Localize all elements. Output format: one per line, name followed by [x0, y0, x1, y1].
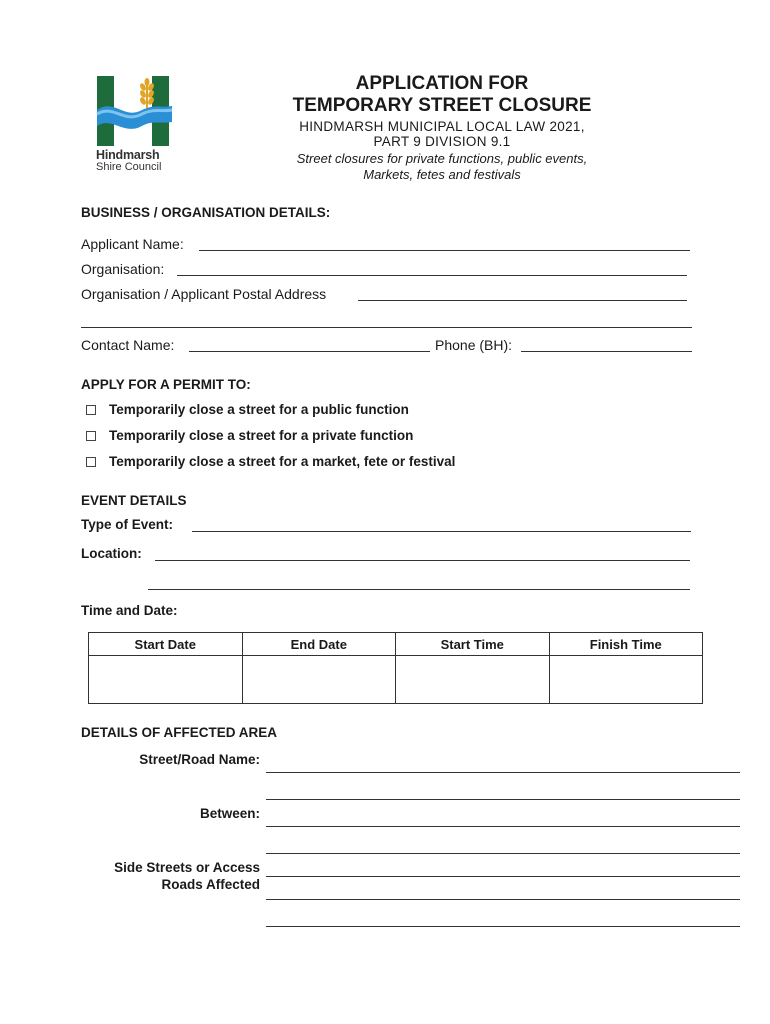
postal-address-field[interactable] [358, 300, 687, 301]
start-date-cell[interactable] [89, 656, 243, 704]
applicant-name-field[interactable] [199, 250, 690, 251]
finish-time-header: Finish Time [549, 633, 703, 656]
end-date-header: End Date [242, 633, 396, 656]
contact-name-field[interactable] [189, 351, 430, 352]
side-streets-label-line2: Roads Affected [161, 877, 260, 892]
organisation-field[interactable] [177, 275, 687, 276]
side-streets-field[interactable] [266, 876, 740, 877]
business-section-title: BUSINESS / ORGANISATION DETAILS: [81, 205, 331, 220]
location-label: Location: [81, 546, 142, 561]
page-title-line2: TEMPORARY STREET CLOSURE [292, 95, 592, 116]
affected-area-section-title: DETAILS OF AFFECTED AREA [81, 725, 277, 740]
private-function-checkbox[interactable] [86, 431, 96, 441]
between-field-line2[interactable] [266, 853, 740, 854]
postal-address-field-line2[interactable] [81, 327, 692, 328]
finish-time-cell[interactable] [549, 656, 703, 704]
start-date-header: Start Date [89, 633, 243, 656]
start-time-cell[interactable] [396, 656, 550, 704]
description-line1: Street closures for private functions, public events, [296, 151, 588, 166]
description-line2: Markets, fetes and festivals [363, 167, 521, 182]
location-field[interactable] [155, 560, 690, 561]
phone-label: Phone (BH): [435, 337, 513, 353]
time-date-label: Time and Date: [81, 603, 178, 618]
law-reference-line1: HINDMARSH MUNICIPAL LOCAL LAW 2021, [299, 119, 585, 134]
event-type-label: Type of Event: [81, 517, 174, 532]
street-road-name-field[interactable] [266, 772, 740, 773]
market-fete-festival-label: Temporarily close a street for a market, fete or festival [109, 454, 456, 469]
between-field[interactable] [266, 826, 740, 827]
end-date-cell[interactable] [242, 656, 396, 704]
time-date-table [88, 632, 703, 704]
phone-field[interactable] [521, 351, 692, 352]
public-function-label: Temporarily close a street for a public function [109, 402, 409, 417]
law-reference-line2: PART 9 DIVISION 9.1 [373, 134, 511, 149]
organisation-label: Organisation: [81, 261, 165, 277]
side-streets-field-line3[interactable] [266, 926, 740, 927]
side-streets-label-line1: Side Streets or Access [114, 860, 260, 875]
private-function-label: Temporarily close a street for a private function [109, 428, 414, 443]
market-fete-festival-checkbox[interactable] [86, 457, 96, 467]
location-field-line2[interactable] [148, 589, 690, 590]
event-section-title: EVENT DETAILS [81, 493, 187, 508]
page-title-line1: APPLICATION FOR [355, 73, 529, 94]
applicant-name-label: Applicant Name: [81, 236, 184, 252]
side-streets-field-line2[interactable] [266, 899, 740, 900]
between-label: Between: [199, 806, 260, 821]
street-road-name-field-line2[interactable] [266, 799, 740, 800]
event-type-field[interactable] [192, 531, 691, 532]
logo-subtitle: Shire Council [96, 161, 162, 173]
postal-address-label: Organisation / Applicant Postal Address [81, 286, 327, 302]
contact-name-label: Contact Name: [81, 337, 175, 353]
start-time-header: Start Time [396, 633, 550, 656]
logo-name: Hindmarsh [96, 148, 160, 162]
public-function-checkbox[interactable] [86, 405, 96, 415]
street-road-name-label: Street/Road Name: [139, 752, 260, 767]
permit-section-title: APPLY FOR A PERMIT TO: [81, 377, 251, 392]
